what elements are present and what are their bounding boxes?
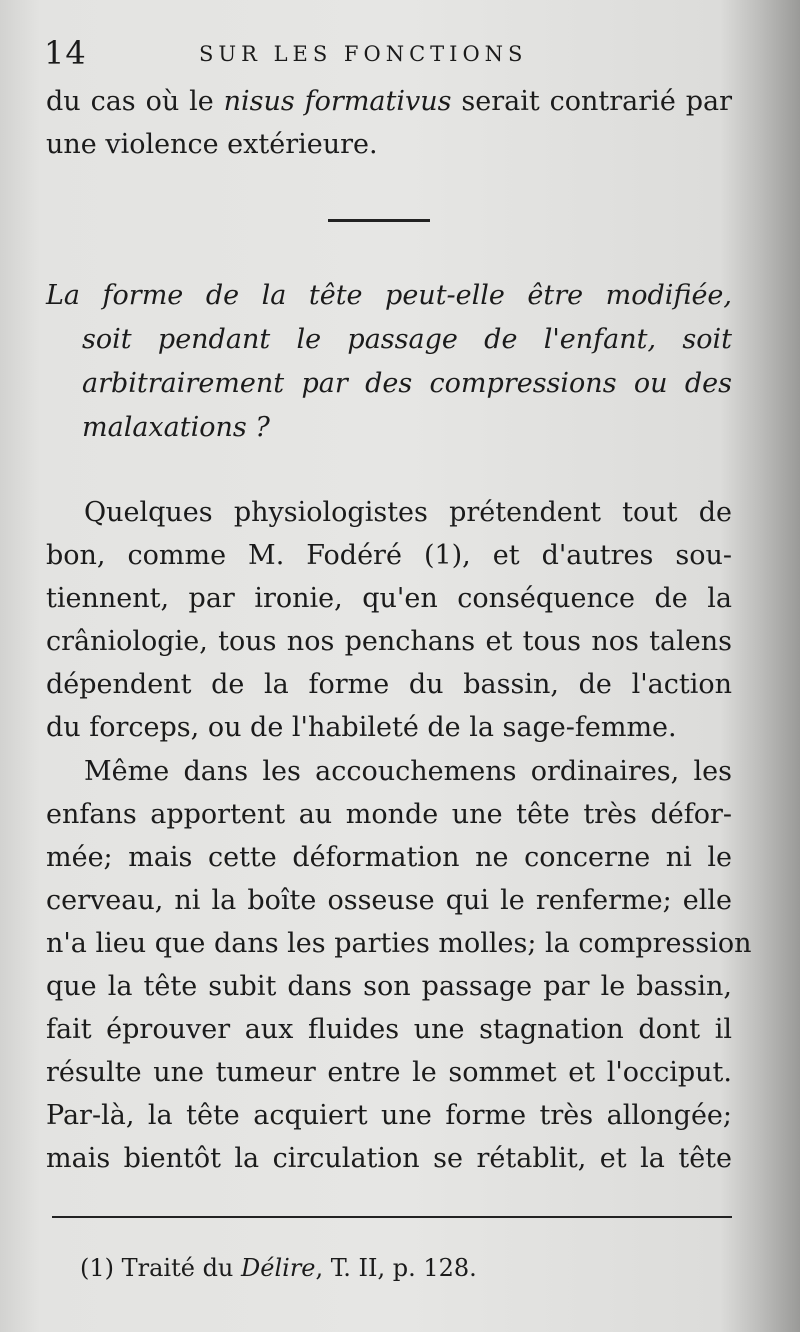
text-line: du forceps, ou de l'habileté de la sage-femme. (46, 712, 677, 743)
text-line: Même dans les accouchemens ordinaires, les (84, 756, 732, 787)
text-line: tiennent, par ironie, qu'en conséquence de la (46, 583, 732, 614)
footnote-book-title: Délire (241, 1254, 316, 1282)
text-line: que la tête subit dans son passage par le bassin, (46, 971, 732, 1002)
page-header (44, 34, 734, 74)
text-line: fait éprouver aux fluides une stagnation dont il (46, 1014, 732, 1045)
page-number: 14 (44, 34, 87, 72)
text-line: n'a lieu que dans les parties molles; la compression (46, 928, 752, 959)
running-head: SUR LES FONCTIONS (199, 42, 528, 66)
text-line: résulte une tumeur entre le sommet et l'occiput. (46, 1057, 732, 1088)
question-line: La forme de la tête peut-elle être modifiée, (46, 280, 732, 311)
text-line: Par-là, la tête acquiert une forme très allongée; (46, 1100, 732, 1131)
text-line: une violence extérieure. (46, 129, 378, 160)
question-line: soit pendant le passage de l'enfant, soit (82, 324, 732, 355)
section-separator (328, 219, 430, 222)
latin-term: nisus formativus (223, 86, 452, 117)
footnote: (1) Traité du Délire, T. II, p. 128. (80, 1254, 477, 1282)
text-line: bon, comme M. Fodéré (1), et d'autres sou- (46, 540, 732, 571)
paragraph-deformation (46, 750, 752, 1180)
section-question-heading (46, 274, 732, 450)
text-line: dépendent de la forme du bassin, de l'action (46, 669, 732, 700)
paragraph-physiologists (46, 491, 732, 749)
question-line: malaxations ? (82, 412, 270, 443)
question-line: arbitrairement par des compressions ou des (82, 368, 732, 399)
paragraph-continued (46, 80, 732, 166)
text-line: cerveau, ni la boîte osseuse qui le renferme; elle (46, 885, 732, 916)
footnote-rule (52, 1216, 732, 1218)
text-line: mée; mais cette déformation ne concerne ni le (46, 842, 732, 873)
text-line: enfans apportent au monde une tête très défor- (46, 799, 732, 830)
text-line: du cas où le nisus formativus serait contrarié par (46, 86, 732, 117)
text-line: crâniologie, tous nos penchans et tous nos talens (46, 626, 732, 657)
text-line: mais bientôt la circulation se rétablit, et la tête (46, 1143, 732, 1174)
text-line: Quelques physiologistes prétendent tout de (84, 497, 732, 528)
